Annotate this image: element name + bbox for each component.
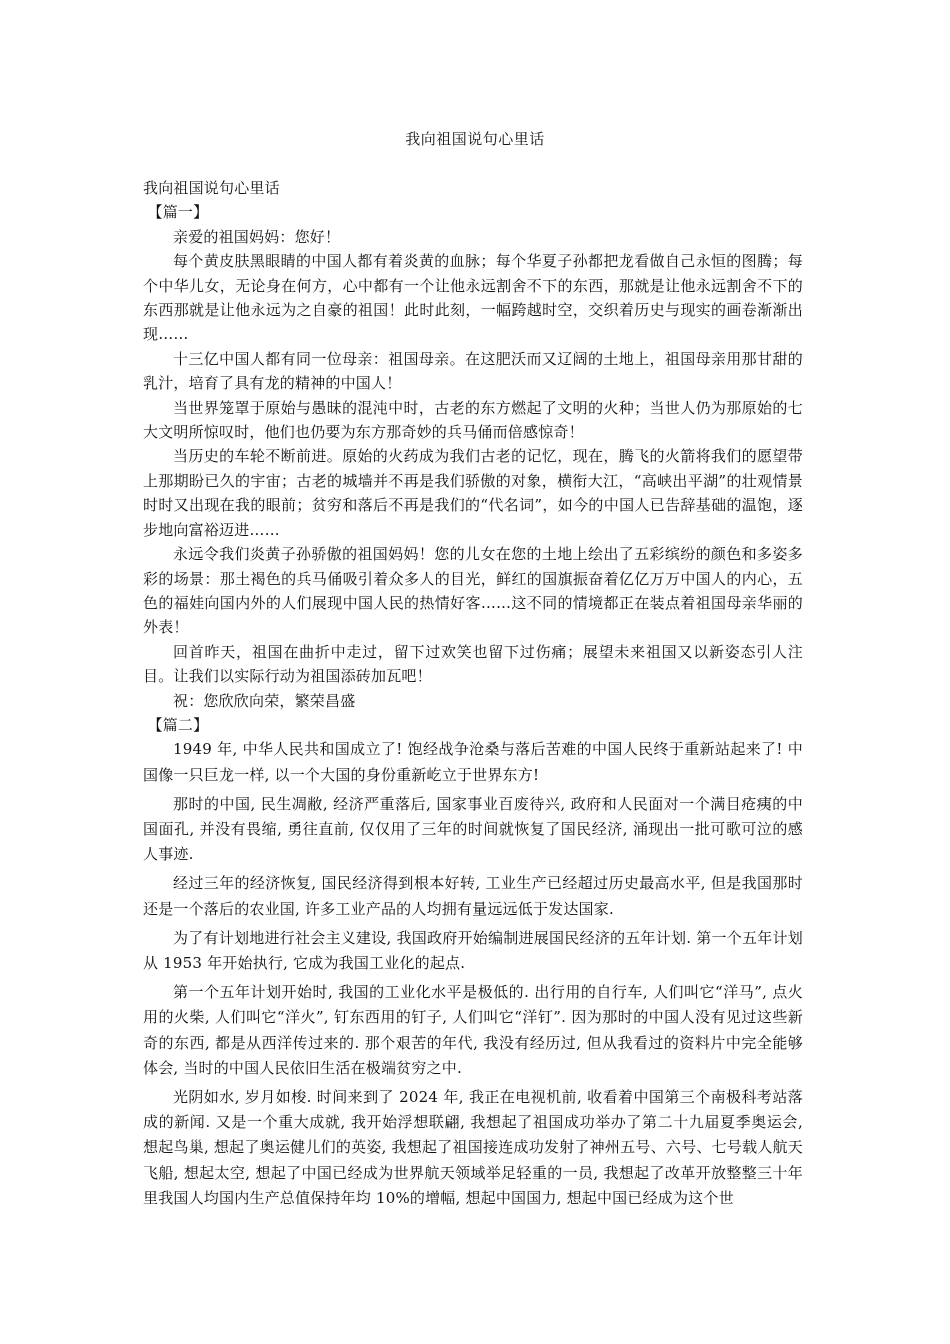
section-2-label: 【篇二】	[147, 715, 209, 734]
paragraph: 经过三年的经济恢复, 国民经济得到根本好转, 工业生产已经超过历史最高水平, 但是我国那时还是一个落后的农业国, 许多工业产品的人均拥有量远远低于发达国家.	[143, 874, 803, 918]
greeting: 亲爱的祖国妈妈：您好！	[173, 227, 341, 246]
paragraph: 1949 年, 中华人民共和国成立了! 饱经战争沧桑与落后苦难的中国人民终于重新站起来了! 中国像一只巨龙一样, 以一个大国的身份重新屹立于世界东方!	[143, 740, 803, 784]
body-heading: 我向祖国说句心里话	[143, 179, 280, 197]
document-body	[143, 176, 803, 1215]
section-2	[143, 713, 803, 1211]
paragraph: 当世界笼罩于原始与愚昧的混沌中时，古老的东方燃起了文明的火种；当世人仍为那原始的七大文明所惊叹时，他们也仍要为东方那奇妙的兵马俑而倍感惊奇！	[143, 398, 803, 442]
paragraph: 那时的中国, 民生凋敝, 经济严重落后, 国家事业百废待兴, 政府和人民面对一个满目疮痍的中国面孔, 并没有畏缩, 勇往直前, 仅仅用了三年的时间就恢复了国民经济, 涌现出一批可歌可泣的感人事迹.	[143, 794, 803, 864]
paragraph: 为了有计划地进行社会主义建设, 我国政府开始编制进展国民经济的五年计划. 第一个五年计划从 1953 年开始执行, 它成为我国工业化的起点.	[143, 928, 803, 972]
paragraph: 光阴如水, 岁月如梭. 时间来到了 2024 年, 我正在电视机前, 收看着中国第三个南极科考站落成的新闻. 又是一个重大成就, 我开始浮想联翩, 我想起了祖国成功举办了第二十九届夏季奥运会, 想起鸟巢, 想起了奥运健儿们的英姿, 我想起了祖国接连成功发射了神州五号、六号、七号载人航天飞船, 想起太空, 想起了中国已经成为世界航天领域举足轻重的一员, 我想起了改革开放整整三十年里我国人均国内生产总值保持年均 10%的增幅, 想起中国国力, 想起中国已经成为这个世	[143, 1087, 803, 1207]
paragraph: 十三亿中国人都有同一位母亲：祖国母亲。在这肥沃而又辽阔的土地上，祖国母亲用那甘甜的乳汁，培育了具有龙的精神的中国人！	[143, 349, 803, 393]
paragraph: 永远令我们炎黄子孙骄傲的祖国妈妈！您的儿女在您的土地上绘出了五彩缤纷的颜色和多姿多彩的场景：那土褐色的兵马俑吸引着众多人的目光，鲜红的国旗振奋着亿亿万万中国人的内心，五色的福娃向国内外的人们展现中国人民的热情好客……这不同的情境都正在装点着祖国母亲华丽的外表！	[143, 545, 803, 637]
paragraph: 第一个五年计划开始时, 我国的工业化水平是极低的. 出行用的自行车, 人们叫它“洋马”, 点火用的火柴, 人们叫它“洋火”, 钉东西用的钉子, 人们叫它“洋钉”. 因为那时的中国人没有见过这些新奇的东西, 都是从西洋传过来的. 那个艰苦的年代, 我没有经历过, 但从我看过的资料片中完全能够体会, 当时的中国人民依旧生活在极端贫穷之中.	[143, 983, 803, 1077]
paragraph: 回首昨天，祖国在曲折中走过，留下过欢笑也留下过伤痛；展望未来祖国又以新姿态引人注目。让我们以实际行动为祖国添砖加瓦吧！	[143, 642, 803, 686]
closing-line: 祝：您欣欣向荣，繁荣昌盛	[173, 691, 356, 710]
document-title: 我向祖国说句心里话	[405, 130, 545, 148]
section-1-label: 【篇一】	[147, 203, 209, 222]
paragraph: 当历史的车轮不断前进。原始的火药成为我们古老的记忆，现在，腾飞的火箭将我们的愿望带上那期盼已久的宇宙；古老的城墙并不再是我们骄傲的对象，横衔大江，“高峡出平湖”的壮观情景时时又出现在我的眼前；贫穷和落后不再是我们的“代名词”，如今的中国人已告辞基础的温饱，逐步地向富裕迈进……	[143, 447, 803, 539]
paragraph: 每个黄皮肤黑眼睛的中国人都有着炎黄的血脉；每个华夏子孙都把龙看做自己永恒的图腾；每个中华儿女，无论身在何方，心中都有一个让他永远割舍不下的东西，那就是让他永远割舍不下的东西那就是让他永远为之自豪的祖国！此时此刻，一幅跨越时空，交织着历史与现实的画卷渐渐出现……	[143, 252, 803, 344]
